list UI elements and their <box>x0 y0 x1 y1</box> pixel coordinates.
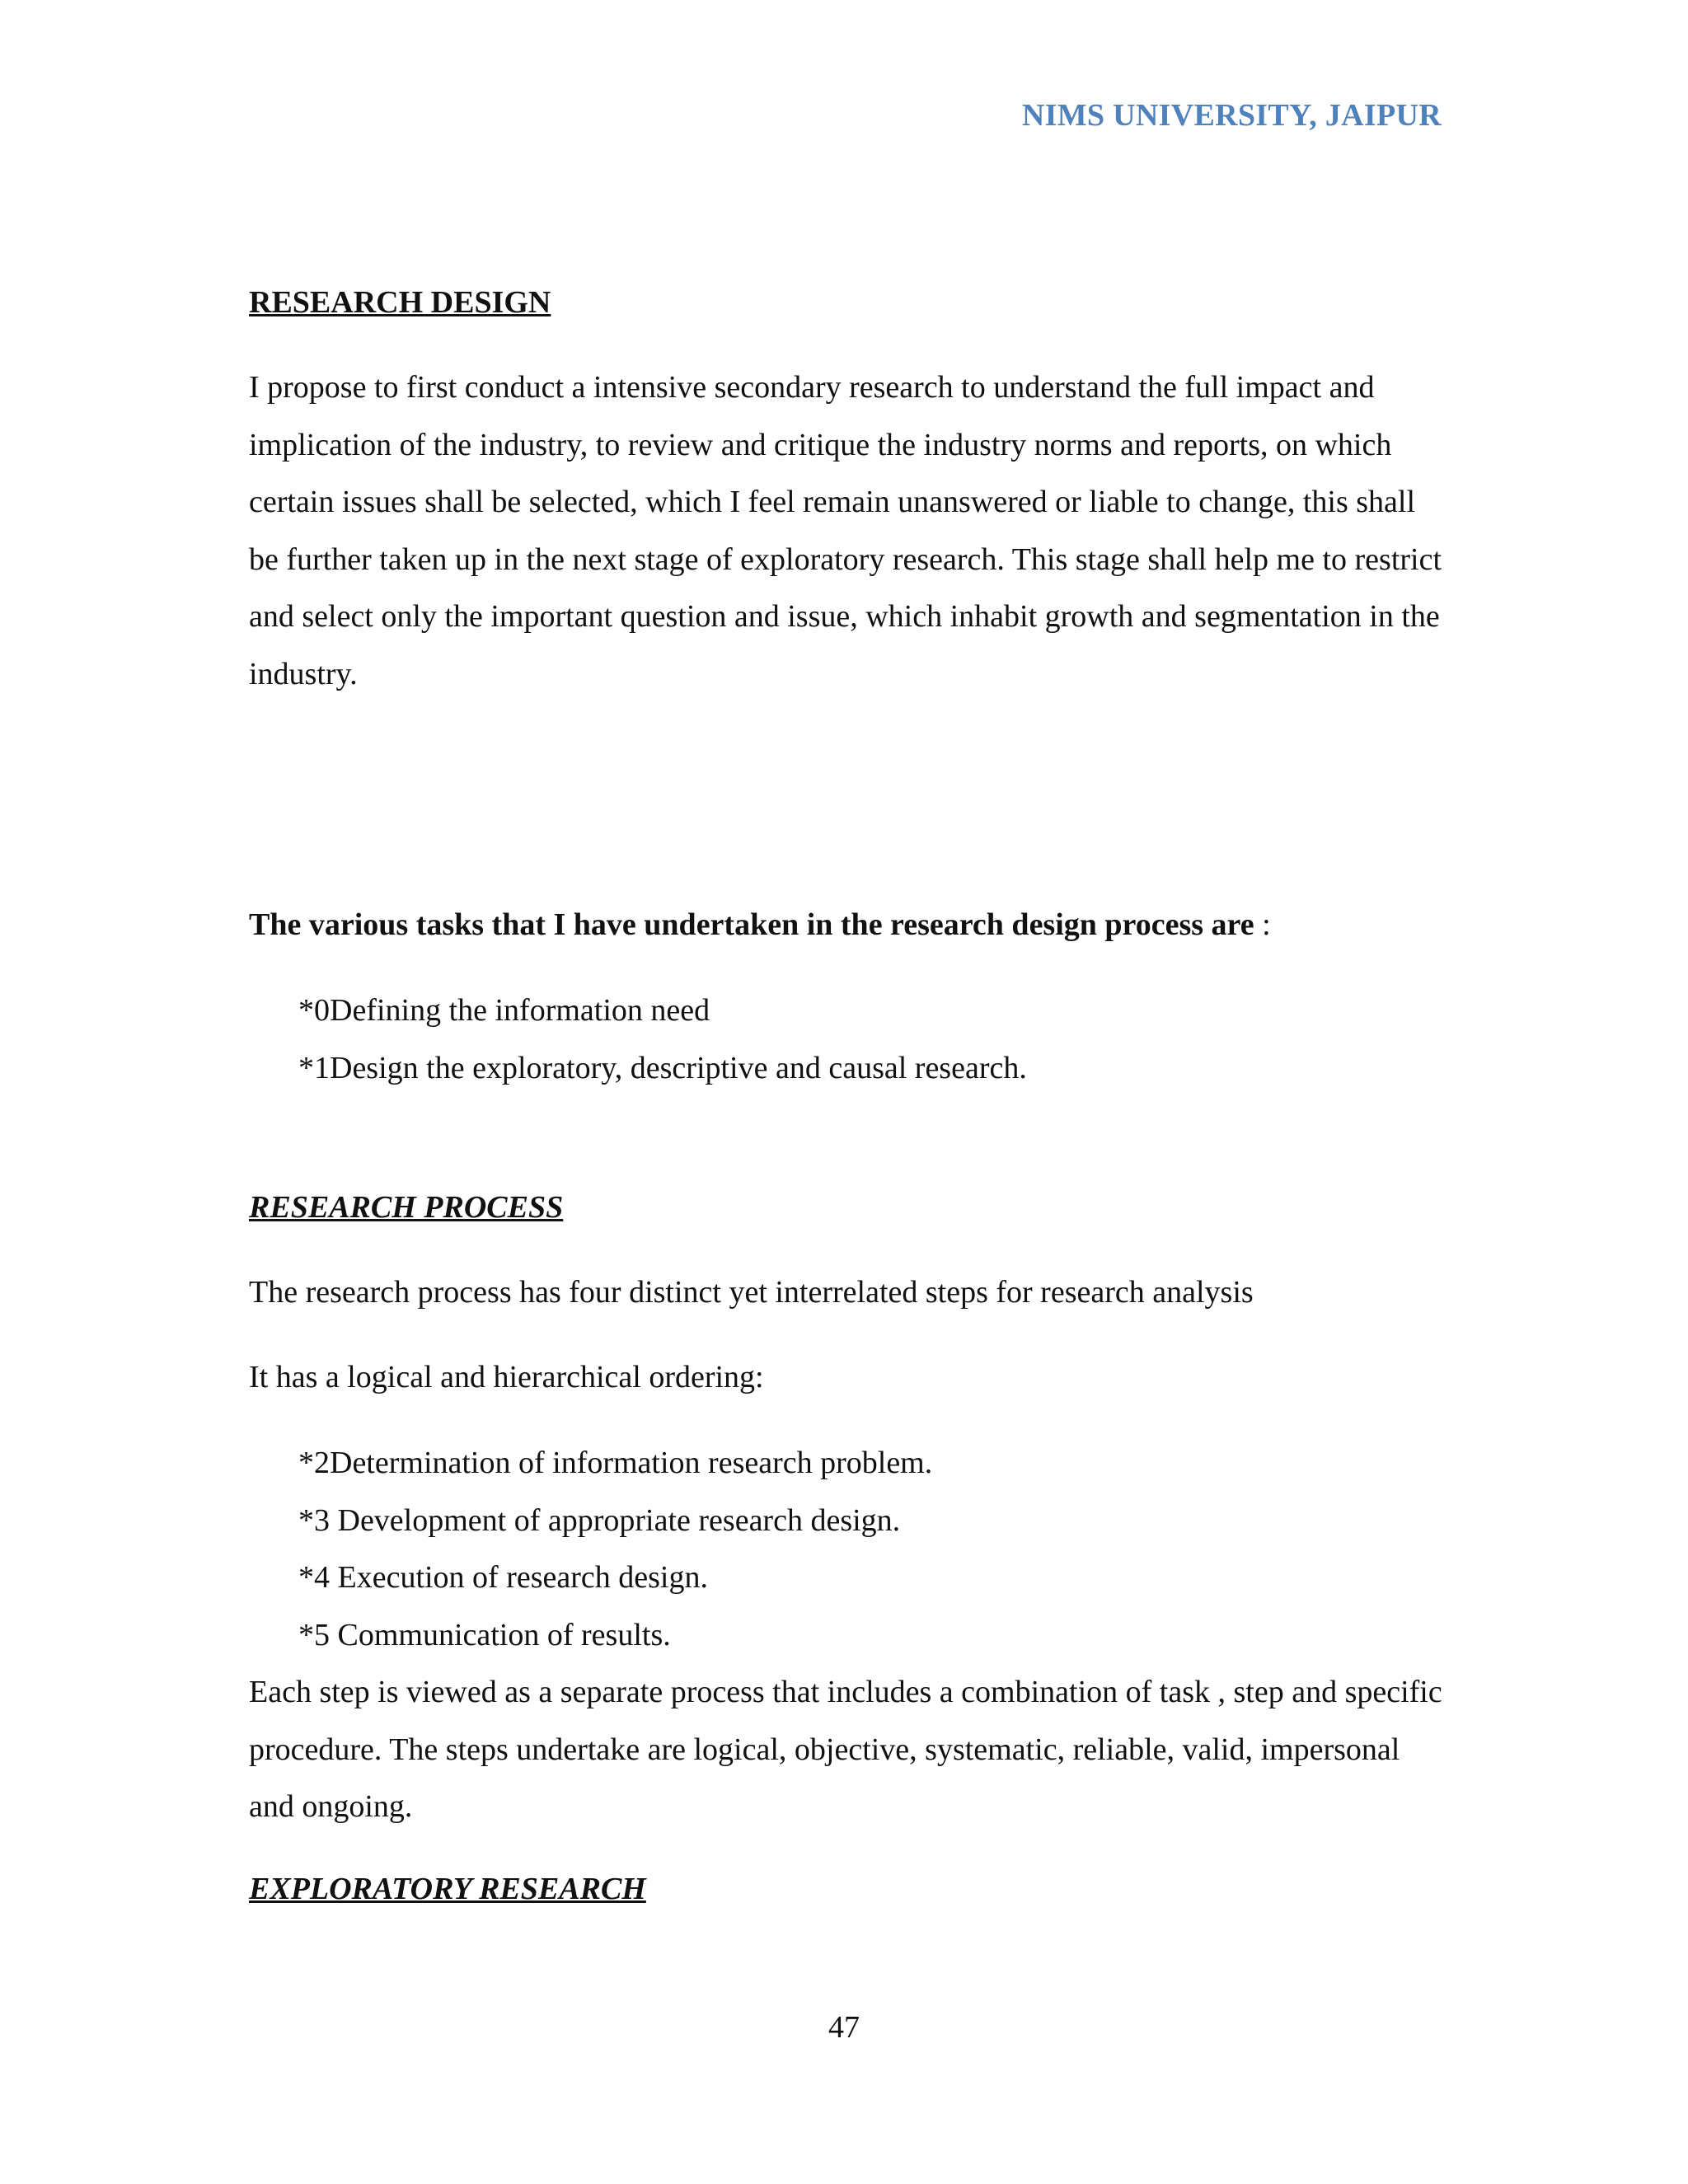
heading-research-process: RESEARCH PROCESS <box>249 1190 564 1225</box>
tasks-intro <box>249 907 1271 943</box>
tasks-list <box>298 982 1027 1097</box>
research-process-line-2: It has a logical and hierarchical ordering: <box>249 1360 764 1394</box>
page-number: 47 <box>828 2010 860 2045</box>
research-process-line-1: The research process has four distinct yet interrelated steps for research analysis <box>249 1275 1254 1310</box>
paragraph-research-design: I propose to first conduct a intensive secondary research to understand the full impact and implication of the industry, to review and critique the industry norms and reports, on which certain issues shall be selected, which I feel remain unanswered or liable to change, this shall be further taken up in the next stage of exploratory research. This stage shall help me to restrict and select only the important question and issue, which inhabit growth and segmentation in the industry. <box>249 370 1442 691</box>
list-item: *4 Execution of research design. <box>298 1560 708 1595</box>
paragraph-research-process: Each step is viewed as a separate process that includes a combination of task , step and specific procedure. The steps undertake are logical, objective, systematic, reliable, valid, impersonal and ongoing. <box>249 1675 1442 1824</box>
list-item: *3 Development of appropriate research design. <box>298 1502 901 1538</box>
research-steps-list <box>298 1435 932 1664</box>
page-header: NIMS UNIVERSITY, JAIPUR <box>1021 98 1442 133</box>
list-item: *2Determination of information research problem. <box>298 1446 933 1480</box>
list-item: *0Defining the information need <box>298 993 710 1028</box>
heading-exploratory-research: EXPLORATORY RESEARCH <box>249 1872 646 1906</box>
tasks-intro-suffix: : <box>1254 907 1271 942</box>
list-item: *5 Communication of results. <box>298 1617 671 1652</box>
heading-research-design: RESEARCH DESIGN <box>249 285 551 320</box>
tasks-intro-bold: The various tasks that I have undertaken in the research design process are <box>249 907 1254 942</box>
list-item: *1Design the exploratory, descriptive and causal research. <box>298 1050 1027 1085</box>
